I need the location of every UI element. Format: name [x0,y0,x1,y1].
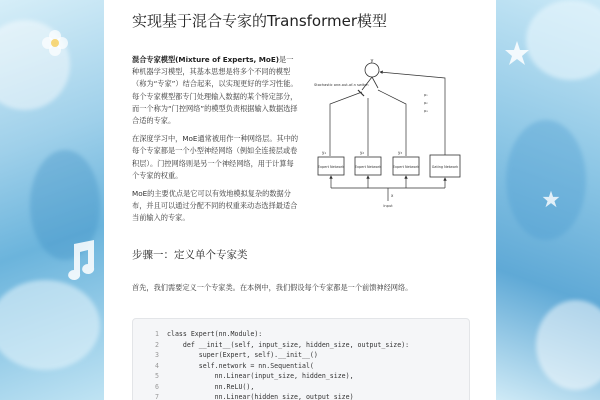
code-line [133,371,469,382]
paragraph-text: 在深度学习中，MoE通常被用作一种网络层。其中的每个专家都是一个小型神经网络（例如全连接层或卷积层）。门控网络则是另一个神经网络，用于计算每个专家的权重。 [132,134,299,180]
intro-text-column [132,54,300,231]
line-number: 4 [155,361,159,370]
gating-weight-label: p₃ [424,109,428,113]
paragraph [132,133,300,182]
article-page [104,0,496,400]
right-decorative-background [496,0,600,400]
code-text: class Expert(nn.Module): [167,330,263,338]
expert-output-label: y₂ [360,150,364,155]
output-node [365,63,379,77]
gating-weight-label: p₁ [424,93,428,97]
code-block[interactable] [132,318,470,400]
code-line [133,340,469,351]
code-line [133,329,469,340]
star-icon [504,40,530,66]
code-line [133,392,469,400]
code-text: nn.Linear(input_size, hidden_size), [167,372,354,380]
code-text: super(Expert, self).__init__() [167,351,318,359]
left-decorative-background [0,0,104,400]
music-note-icon [64,238,100,282]
code-text: def __init__(self, input_size, hidden_size, output_size): [167,340,410,349]
code-line [133,361,469,372]
line-number: 5 [155,372,159,380]
input-label: x [391,193,394,198]
expert-network-label: Expert Network [392,165,420,169]
code-line [133,350,469,361]
expert-1-output-line [330,92,362,156]
code-text: nn.Linear(hidden_size, output_size) [167,393,354,400]
paragraph [132,54,300,127]
expert-output-label: y₃ [398,150,402,155]
line-number: 1 [155,330,159,338]
gating-weight-label: p₂ [424,101,428,105]
code-text: self.network = nn.Sequential( [167,361,314,370]
switch-label: Stochastic one-out-of-n switch [314,83,369,87]
star-icon [542,190,560,208]
section-intro: 首先，我们需要定义一个专家类。在本例中，我们假设每个专家都是一个前馈神经网络。 [132,283,413,292]
line-number: 2 [155,340,159,349]
section-heading: 步骤一：定义单个专家类 [132,249,248,261]
line-number: 6 [155,382,159,391]
paragraph-bold-lead: 混合专家模型(Mixture of Experts, MoE) [132,55,280,64]
expert-output-label: y₁ [322,150,326,155]
expert-3-output-line [378,90,406,156]
expert-network-label: Expert Network [317,165,345,169]
paragraph [132,188,300,225]
expert-network-label: Expert Network [354,165,382,169]
paragraph-text: MoE的主要优点是它可以有效地模拟复杂的数据分布，并且可以通过分配不同的权重来动态选择最适合当前输入的专家。 [132,189,298,223]
output-label: y [370,58,374,64]
moe-architecture-diagram [312,56,470,208]
paragraph-text: 是一种机器学习模型，其基本思想是将多个不同的模型（称为“专家”）结合起来，以实现更好的学习性能。每个专家模型都专门处理输入数据的某个特定部分，而一个称为“门控网络”的模型负责根据输入数据选择合适的专家。 [132,55,298,126]
gating-network-label: Gating Network [431,165,459,169]
code-text: nn.ReLU(), [167,382,255,391]
flower-icon [40,28,70,58]
gating-control-line [380,72,445,156]
line-number: 3 [155,351,159,359]
page-title: 实现基于混合专家的Transformer模型 [132,12,388,30]
input-caption: Input [383,204,393,208]
line-number: 7 [155,393,159,400]
code-line [133,382,469,393]
